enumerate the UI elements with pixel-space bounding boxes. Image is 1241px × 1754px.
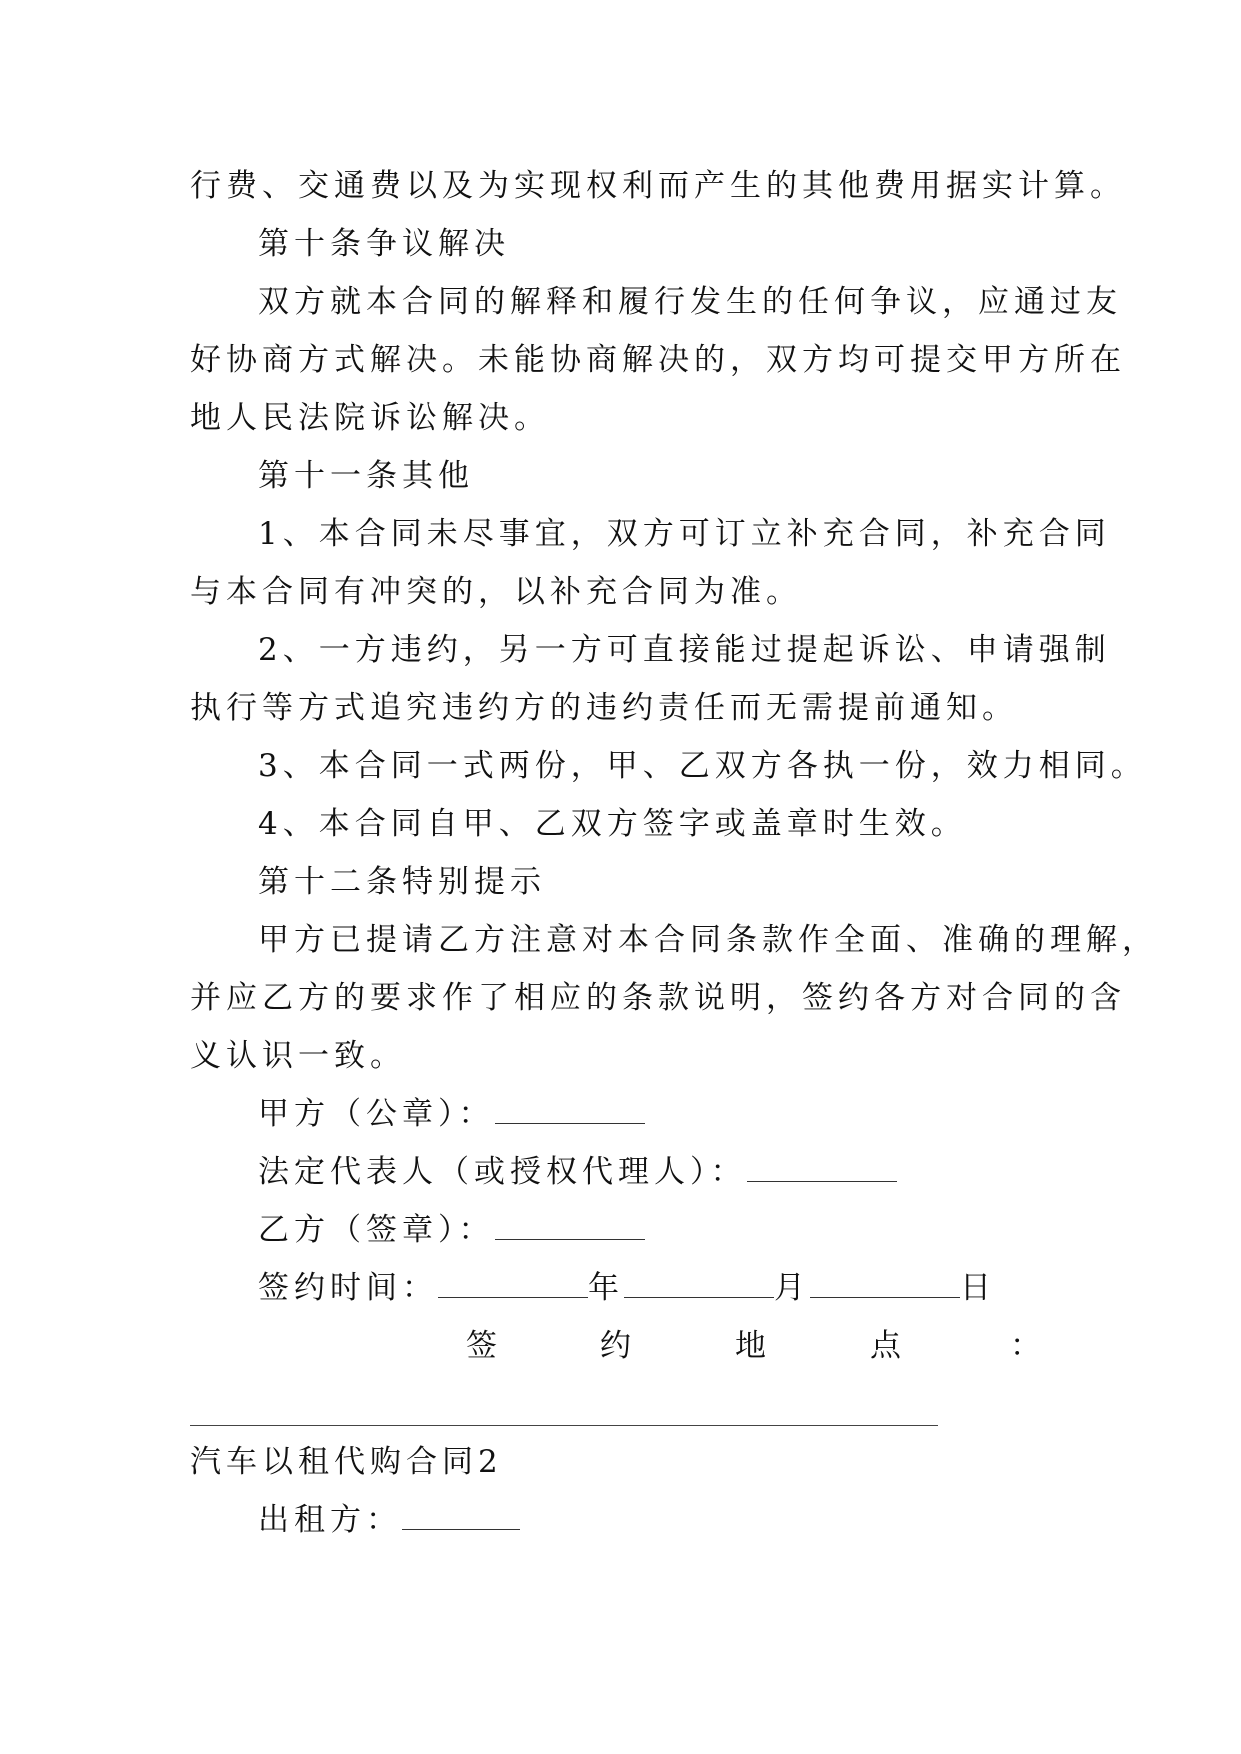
paragraph-line: 与本合同有冲突的，以补充合同为准。 [190,574,802,610]
signature-party-a [258,1094,1138,1134]
paragraph-line: 1、本合同未尽事宜，双方可订立补充合同，补充合同 [258,516,1111,552]
day-label: 日 [960,1270,996,1306]
place-blank-line [190,1425,938,1426]
place-char: 签 [466,1328,497,1364]
next-contract-title: 汽车以租代购合同2 [190,1444,503,1480]
place-char: 点 [870,1328,901,1364]
paragraph-line: 行费、交通费以及为实现权利而产生的其他费用据实计算。 [190,168,1126,204]
month-label: 月 [774,1270,810,1306]
paragraph-line: 4、本合同自甲、乙双方签字或盖章时生效。 [258,806,967,842]
day-blank [810,1271,960,1298]
paragraph-line: 地人民法院诉讼解决。 [190,400,550,436]
signature-party-b [258,1210,1138,1250]
signature-blank [747,1155,897,1182]
clause-heading: 第十条争议解决 [258,226,510,262]
place-char: 地 [735,1328,766,1364]
clause-heading: 第十二条特别提示 [258,864,546,900]
lessor-line [258,1500,1138,1540]
signature-label: 法定代表人（或授权代理人）： [258,1154,747,1190]
paragraph-line: 2、一方违约，另一方可直接能过提起诉讼、申请强制 [258,632,1111,668]
lessor-blank [402,1503,520,1530]
paragraph-line: 好协商方式解决。未能协商解决的，双方均可提交甲方所在 [190,342,1126,378]
place-char: ： [1010,1328,1041,1364]
paragraph-line: 并应乙方的要求作了相应的条款说明，签约各方对合同的含 [190,980,1126,1016]
month-blank [624,1271,774,1298]
date-label: 签约时间： [258,1270,438,1306]
paragraph-line: 3、本合同一式两份，甲、乙双方各执一份，效力相同。 [258,748,1147,784]
year-blank [438,1271,588,1298]
lessor-label: 出租方： [258,1502,402,1538]
paragraph-line: 执行等方式追究违约方的违约责任而无需提前通知。 [190,690,1018,726]
signature-label: 甲方（公章）： [258,1096,495,1132]
signature-blank [495,1213,645,1240]
paragraph-line: 双方就本合同的解释和履行发生的任何争议，应通过友 [258,284,1122,320]
paragraph-line: 甲方已提请乙方注意对本合同条款作全面、准确的理解， [258,922,1158,958]
signature-legal-rep [258,1152,1138,1192]
clause-heading: 第十一条其他 [258,458,474,494]
signature-blank [495,1097,645,1124]
signature-date [258,1268,1138,1308]
place-char: 约 [600,1328,631,1364]
year-label: 年 [588,1270,624,1306]
paragraph-line: 义认识一致。 [190,1038,406,1074]
signature-label: 乙方（签章）： [258,1212,495,1248]
